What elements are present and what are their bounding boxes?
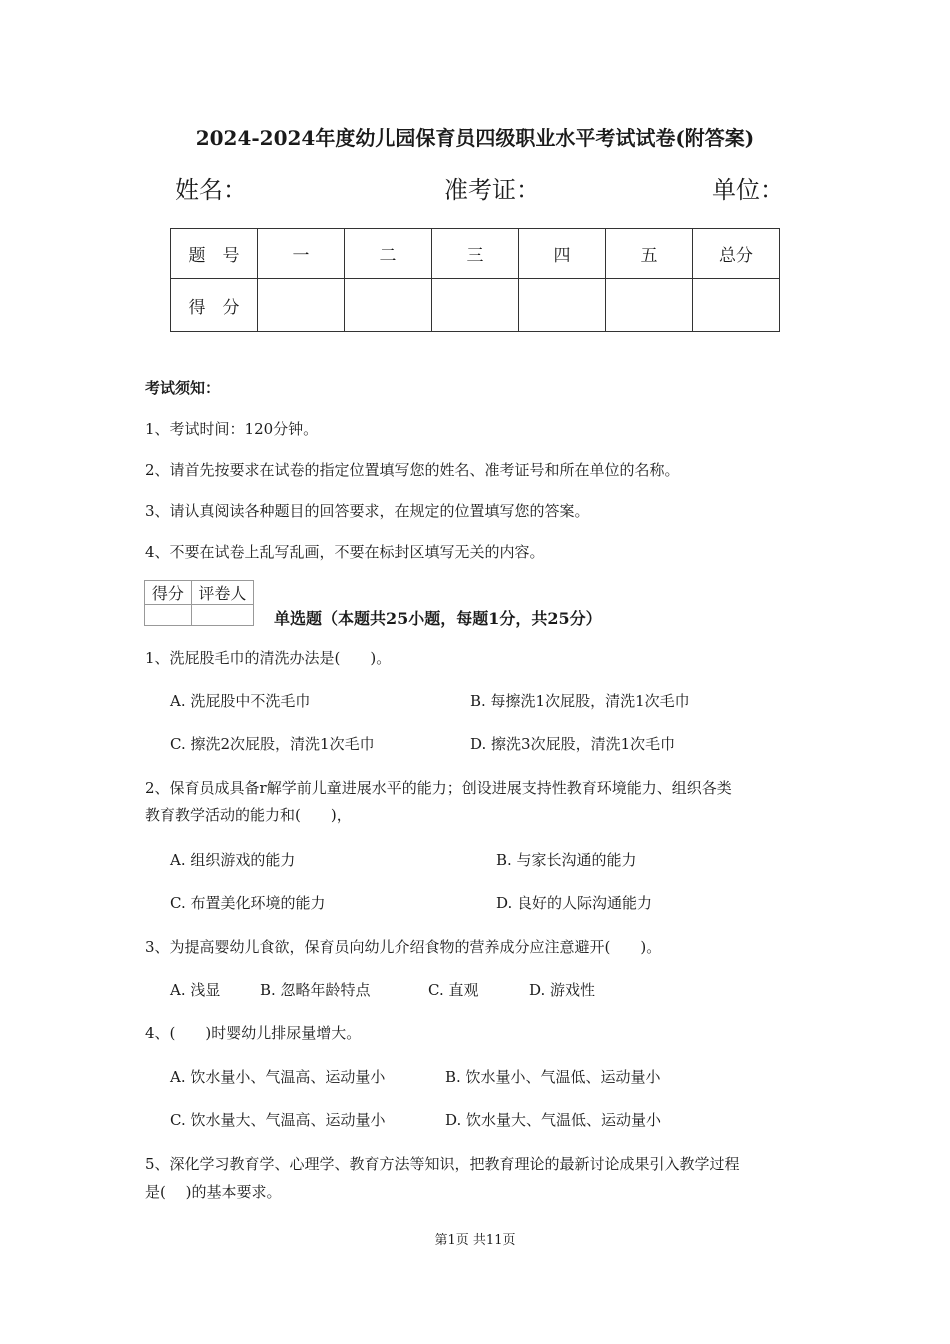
name-field-label: 姓名：: [175, 176, 247, 204]
score-row-label: 得 分: [171, 279, 258, 332]
grader-score-label: 得分: [145, 581, 192, 605]
question-option[interactable]: C. 擦洗2次屁股，清洗1次毛巾: [170, 735, 375, 753]
question-option[interactable]: A. 洗屁股中不洗毛巾: [170, 692, 311, 710]
question-option[interactable]: B. 忽略年龄特点: [260, 981, 371, 999]
score-cell[interactable]: [519, 279, 606, 332]
score-header-cell: 三: [432, 229, 519, 279]
score-header-cell: 总分: [693, 229, 780, 279]
notice-item: 4、不要在试卷上乱写乱画，不要在标封区填写无关的内容。: [145, 543, 545, 561]
question-stem: 是( )的基本要求。: [145, 1183, 282, 1201]
score-table-header-row: [171, 229, 780, 279]
question-option[interactable]: D. 饮水量大、气温低、运动量小: [445, 1111, 662, 1129]
question-option[interactable]: C. 饮水量大、气温高、运动量小: [170, 1111, 386, 1129]
question-option[interactable]: D. 游戏性: [529, 981, 596, 999]
page-title: 2024-2024年度幼儿园保育员四级职业水平考试试卷(附答案): [195, 126, 755, 150]
score-header-cell: 五: [606, 229, 693, 279]
question-stem: 1、洗屁股毛巾的清洗办法是( )。: [145, 649, 392, 667]
question-option[interactable]: C. 布置美化环境的能力: [170, 894, 326, 912]
question-option[interactable]: C. 直观: [428, 981, 479, 999]
score-cell[interactable]: [345, 279, 432, 332]
notice-heading: 考试须知：: [145, 379, 221, 397]
question-option[interactable]: B. 与家长沟通的能力: [496, 851, 637, 869]
question-option[interactable]: D. 良好的人际沟通能力: [496, 894, 653, 912]
exam-number-field-label: 准考证：: [444, 176, 540, 204]
score-cell[interactable]: [693, 279, 780, 332]
question-stem: 2、保育员成具备r解学前儿童进展水平的能力；创设进展支持性教育环境能力、组织各类: [145, 779, 732, 797]
question-stem: 教育教学活动的能力和( )，: [145, 806, 352, 824]
question-stem: 5、深化学习教育学、心理学、教育方法等知识，把教育理论的最新讨论成果引入教学过程: [145, 1155, 740, 1173]
section-title: 单选题（本题共25小题，每题1分，共25分）: [274, 609, 602, 628]
question-option[interactable]: B. 每擦洗1次屁股，清洗1次毛巾: [470, 692, 690, 710]
score-header-cell: 四: [519, 229, 606, 279]
score-header-cell: 二: [345, 229, 432, 279]
question-option[interactable]: A. 组织游戏的能力: [170, 851, 296, 869]
grader-box: [144, 580, 254, 626]
grader-reviewer-label: 评卷人: [191, 581, 253, 605]
unit-field-label: 单位：: [712, 176, 784, 204]
question-option[interactable]: A. 浅显: [170, 981, 221, 999]
notice-item: 1、考试时间：120分钟。: [145, 420, 319, 438]
notice-item: 2、请首先按要求在试卷的指定位置填写您的姓名、准考证号和所在单位的名称。: [145, 461, 680, 479]
score-table: [170, 228, 780, 332]
notice-item: 3、请认真阅读各种题目的回答要求，在规定的位置填写您的答案。: [145, 502, 590, 520]
score-cell[interactable]: [606, 279, 693, 332]
page-footer: 第1页 共11页: [434, 1233, 516, 1248]
grader-reviewer-cell[interactable]: [191, 605, 253, 626]
score-table-score-row: [171, 279, 780, 332]
question-option[interactable]: A. 饮水量小、气温高、运动量小: [170, 1068, 386, 1086]
score-cell[interactable]: [258, 279, 345, 332]
score-cell[interactable]: [432, 279, 519, 332]
question-option[interactable]: D. 擦洗3次屁股，清洗1次毛巾: [470, 735, 676, 753]
question-stem: 4、( )时婴幼儿排尿量增大。: [145, 1024, 362, 1042]
question-option[interactable]: B. 饮水量小、气温低、运动量小: [445, 1068, 661, 1086]
score-header-cell: 一: [258, 229, 345, 279]
grader-score-cell[interactable]: [145, 605, 192, 626]
score-header-cell: 题 号: [171, 229, 258, 279]
question-stem: 3、为提高婴幼儿食欲，保育员向幼儿介绍食物的营养成分应注意避开( )。: [145, 938, 662, 956]
